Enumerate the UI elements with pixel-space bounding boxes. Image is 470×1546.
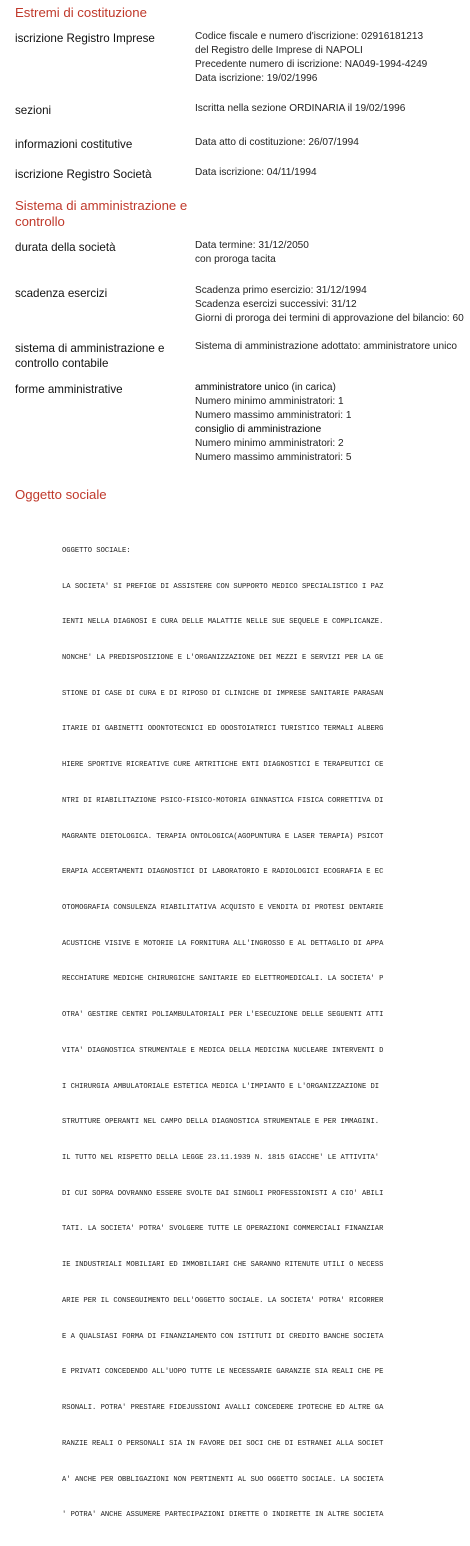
text-line: E A QUALSIASI FORMA DI FINANZIAMENTO CON ISTITUTI DI CREDITO BANCHE SOCIETA [62, 1332, 384, 1341]
text-line: ARIE PER IL CONSEGUIMENTO DELL'OGGETTO SOCIALE. LA SOCIETA' POTRA' RICORRER [62, 1296, 384, 1305]
text-line: STRUTTURE OPERANTI NEL CAMPO DELLA DIAGNOSTICA STRUMENTALE E PER IMMAGINI. [62, 1118, 380, 1127]
amministratore-unico-status: (in carica) [288, 382, 336, 393]
text-line: ITARIE DI GABINETTI ODONTOTECNICI ED ODOSTOIATRICI TURISTICO TERMALI ALBERG [62, 725, 384, 734]
text-line: IENTI NELLA DIAGNOSI E CURA DELLE MALATTIE NELLE SUE SEQUELE E COMPLICANZE. [62, 618, 384, 627]
oggetto-sociale-text [62, 522, 462, 1546]
value-line: Numero massimo amministratori: 5 [195, 452, 352, 463]
text-line: HIERE SPORTIVE RICREATIVE CURE ARTRITICHE ENTI DIAGNOSTICI E TERAPEUTICI CE [62, 761, 384, 770]
text-line: VITA' DIAGNOSTICA STRUMENTALE E MEDICA DELLA MEDICINA NUCLEARE INTERVENTI D [62, 1046, 384, 1055]
value-line: Precedente numero di iscrizione: NA049-1994-4249 [195, 59, 428, 70]
label-line: sistema di amministrazione e [15, 342, 165, 355]
value-line: Numero massimo amministratori: 1 [195, 410, 352, 421]
value-line: Data iscrizione: 04/11/1994 [195, 167, 317, 178]
text-line: NONCHE' LA PREDISPOSIZIONE E L'ORGANIZZAZIONE DEI MEZZI E SERVIZI PER LA GE [62, 653, 384, 662]
section-title-sistema [15, 198, 187, 230]
text-line: MAGRANTE DIETOLOGICA. TERAPIA ONTOLOGICA(AGOPUNTURA E LASER TERAPIA) PSICOT [62, 832, 384, 841]
label-informazioni-costitutive: informazioni costitutive [15, 138, 133, 151]
label-sistema-amministrazione [15, 341, 165, 371]
text-line: IL TUTTO NEL RISPETTO DELLA LEGGE 23.11.1939 N. 1815 GIACCHE' LE ATTIVITA' [62, 1154, 380, 1163]
consiglio-heading: consiglio di amministrazione [195, 424, 322, 435]
value-iscrizione-registro-imprese [195, 30, 427, 86]
value-line: Data atto di costituzione: 26/07/1994 [195, 137, 359, 148]
value-line: con proroga tacita [195, 254, 276, 265]
value-durata-societa [195, 239, 309, 267]
value-line: Numero minimo amministratori: 1 [195, 396, 344, 407]
text-line: NTRI DI RIABILITAZIONE PSICO-FISICO-MOTORIA GINNASTICA FISICA CORRETTIVA DI [62, 796, 384, 805]
label-sezioni: sezioni [15, 104, 52, 117]
value-line: Numero minimo amministratori: 2 [195, 438, 344, 449]
value-scadenza-esercizi [195, 284, 464, 326]
value-line: Scadenza esercizi successivi: 31/12 [195, 299, 357, 310]
text-line: ACUSTICHE VISIVE E MOTORIE LA FORNITURA ALL'INGROSSO E AL DETTAGLIO DI APPA [62, 939, 384, 948]
value-iscrizione-registro-societa [195, 166, 317, 180]
text-line: RSONALI. POTRA' PRESTARE FIDEJUSSIONI AVALLI CONCEDERE IPOTECHE ED ALTRE GA [62, 1404, 384, 1413]
text-line: STIONE DI CASE DI CURA E DI RIPOSO DI CLINICHE DI IMPRESE SANITARIE PARASAN [62, 689, 384, 698]
label-durata-societa: durata della società [15, 241, 116, 254]
value-line: del Registro delle Imprese di NAPOLI [195, 45, 363, 56]
label-scadenza-esercizi: scadenza esercizi [15, 287, 108, 300]
section-title-oggetto: Oggetto sociale [15, 487, 107, 502]
value-line: Iscritta nella sezione ORDINARIA il 19/02/1996 [195, 103, 406, 114]
label-iscrizione-registro-societa: iscrizione Registro Società [15, 168, 152, 181]
value-sistema-amministrazione [195, 340, 457, 354]
label-line: controllo contabile [15, 357, 109, 370]
text-line: OTOMOGRAFIA CONSULENZA RIABILITATIVA ACQUISTO E VENDITA DI PROTESI DENTARIE [62, 904, 384, 912]
label-forme-amministrative: forme amministrative [15, 383, 123, 396]
text-line: E PRIVATI CONCEDENDO ALL'UOPO TUTTE LE NECESSARIE GARANZIE SIA REALI CHE PE [62, 1368, 384, 1377]
text-line: RECCHIATURE MEDICHE CHIRURGICHE SANITARIE ED ELETTROMEDICALI. LA SOCIETA' P [62, 975, 384, 984]
value-line: Data iscrizione: 19/02/1996 [195, 73, 318, 84]
value-line: Codice fiscale e numero d'iscrizione: 02916181213 [195, 31, 424, 42]
value-line: Data termine: 31/12/2050 [195, 240, 309, 251]
label-iscrizione-registro-imprese: iscrizione Registro Imprese [15, 32, 155, 45]
text-line: DI CUI SOPRA DOVRANNO ESSERE SVOLTE DAI SINGOLI PROFESSIONISTI A CIO' ABILI [62, 1189, 384, 1198]
text-line: OTRA' GESTIRE CENTRI POLIAMBULATORIALI PER L'ESECUZIONE DELLE SEGUENTI ATTI [62, 1011, 384, 1020]
value-sezioni [195, 102, 405, 116]
value-line: Giorni di proroga dei termini di approvazione del bilancio: 60 [195, 313, 464, 324]
value-line: Scadenza primo esercizio: 31/12/1994 [195, 285, 367, 296]
section-title-line: controllo [15, 214, 65, 229]
text-line: I CHIRURGIA AMBULATORIALE ESTETICA MEDICA L'IMPIANTO E L'ORGANIZZAZIONE DI [62, 1082, 380, 1091]
text-line: A' ANCHE PER OBBLIGAZIONI NON PERTINENTI AL SUO OGGETTO SOCIALE. LA SOCIETA [62, 1475, 384, 1484]
value-informazioni-costitutive [195, 136, 359, 150]
value-line: Sistema di amministrazione adottato: amministratore unico [195, 341, 457, 352]
text-line: LA SOCIETA' SI PREFIGE DI ASSISTERE CON SUPPORTO MEDICO SPECIALISTICO I PAZ [62, 582, 384, 591]
text-line: ERAPIA ACCERTAMENTI DIAGNOSTICI DI LABORATORIO E RADIOLOGICI ECOGRAFIA E EC [62, 868, 384, 877]
text-line: TATI. LA SOCIETA' POTRA' SVOLGERE TUTTE LE OPERAZIONI COMMERCIALI FINANZIAR [62, 1225, 384, 1234]
text-line: OGGETTO SOCIALE: [62, 546, 131, 555]
text-line: RANZIE REALI O PERSONALI SIA IN FAVORE DEI SOCI CHE DI ESTRANEI ALLA SOCIET [62, 1439, 384, 1448]
text-line: ' POTRA' ANCHE ASSUMERE PARTECIPAZIONI DIRETTE O INDIRETTE IN ALTRE SOCIETA [62, 1511, 384, 1520]
amministratore-unico-heading: amministratore unico [195, 382, 289, 393]
section-title-line: Sistema di amministrazione e [15, 198, 188, 213]
value-forme-amministrative [195, 381, 352, 465]
text-line: IE INDUSTRIALI MOBILIARI ED IMMOBILIARI CHE SARANNO RITENUTE UTILI O NECESS [62, 1261, 384, 1270]
section-title-estremi: Estremi di costituzione [15, 5, 147, 20]
amministratore-unico-line [195, 381, 352, 395]
